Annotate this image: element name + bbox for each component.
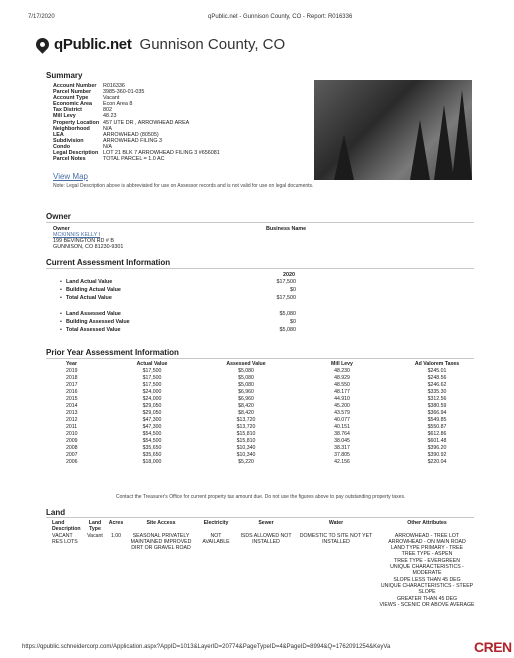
table-cell: $24,000	[142, 388, 162, 395]
assessed-values	[60, 311, 300, 335]
assessment-value: $5,080	[279, 311, 296, 317]
table-cell: $29,050	[142, 409, 162, 416]
summary-value: TOTAL PARCEL = 1.0 AC	[103, 156, 165, 163]
table-cell: $396.20	[427, 444, 447, 451]
owner-address-2: GUNNISON, CO 81230-9301	[53, 244, 124, 250]
summary-key: LEA	[53, 131, 64, 138]
legal-note: Note: Legal Description above is abbreviated for use on Assessor records and is not valid for use on legal documents.	[53, 183, 314, 189]
column-header: Site Access	[146, 520, 176, 526]
table-cell: 45.200	[334, 402, 350, 409]
table-cell: 38.045	[334, 437, 350, 444]
attribute-item: TREE TYPE - EVERGREEN	[394, 557, 460, 564]
summary-key: Subdivision	[53, 137, 84, 144]
assessment-label: Building Assessed Value	[66, 319, 130, 325]
table-row	[50, 533, 478, 609]
summary-value: Vacant	[103, 95, 120, 102]
table-cell: 38.764	[334, 430, 350, 437]
column-header: Assessed Value	[226, 360, 266, 367]
column-header: Acres	[108, 520, 124, 526]
table-cell: 42.156	[334, 458, 350, 465]
table-row	[66, 381, 484, 388]
assessment-row	[60, 319, 300, 327]
assessment-row	[60, 287, 300, 295]
table-cell: $17,500	[142, 367, 162, 374]
table-cell: $6,960	[238, 395, 254, 402]
summary-key: Account Type	[53, 95, 89, 102]
table-cell: 2014	[66, 402, 78, 409]
column-header: Land Type	[88, 520, 102, 533]
assessment-label: Land Actual Value	[66, 279, 113, 285]
assessment-label: Total Assessed Value	[66, 327, 121, 333]
attribute-item: UNIQUE CHARACTERISTICS - MODERATE	[390, 564, 464, 577]
current-year: 2020	[283, 272, 295, 278]
summary-value: 802	[103, 107, 112, 114]
table-row	[66, 409, 484, 416]
bullet-icon: •	[60, 319, 62, 325]
summary-value: 457 UTE DR , ARROWHEAD AREA	[103, 119, 190, 126]
table-cell: 2010	[66, 430, 78, 437]
attribute-item: UNIQUE CHARACTERISTICS - STEEP SLOPE	[380, 582, 474, 596]
divider	[46, 358, 474, 359]
table-cell: $29,050	[142, 402, 162, 409]
divider	[46, 517, 474, 518]
summary-value: N/A	[103, 143, 112, 150]
table-cell: $246.62	[427, 381, 447, 388]
column-header: Sewer	[258, 520, 274, 526]
summary-key: Tax District	[53, 107, 82, 114]
assessment-row	[60, 295, 300, 303]
table-cell: $5,080	[238, 381, 254, 388]
prior-assessment-title: Prior Year Assessment Information	[46, 348, 179, 357]
table-cell: 2019	[66, 367, 78, 374]
owner-title: Owner	[46, 212, 71, 221]
table-cell: 2018	[66, 374, 78, 381]
table-row	[66, 444, 484, 451]
table-row	[66, 416, 484, 423]
table-cell: $248.56	[427, 374, 447, 381]
table-cell: 48.230	[334, 367, 350, 374]
table-cell: $10,340	[236, 444, 256, 451]
table-cell: $47,300	[142, 423, 162, 430]
table-cell: 2009	[66, 437, 78, 444]
summary-value: 3985-360-01-035	[103, 89, 145, 96]
table-cell: 44.910	[334, 395, 350, 402]
summary-key: Neighborhood	[53, 125, 90, 132]
actual-values	[60, 279, 300, 303]
table-cell: 2007	[66, 451, 78, 458]
table-cell: $5,080	[238, 367, 254, 374]
table-cell: $8,420	[238, 409, 254, 416]
footer-url[interactable]: https://qpublic.schneidercorp.com/Application.aspx?AppID=1013&LayerID=20774&PageTypeID=4&PageID=8994&Q=1762091254&KeyVa	[22, 644, 391, 650]
assessment-value: $17,500	[276, 295, 296, 301]
column-header: Actual Value	[136, 360, 168, 367]
table-cell: $18,000	[142, 458, 162, 465]
table-cell: $5,080	[238, 374, 254, 381]
column-header: Land Description	[52, 520, 81, 533]
summary-key: Parcel Notes	[53, 156, 86, 163]
county-name: Gunnison County, CO	[139, 36, 286, 53]
summary-key: Property Location	[53, 119, 100, 126]
prior-assessment-table	[66, 360, 484, 465]
summary-key: Legal Description	[53, 150, 99, 157]
table-cell: 38.317	[334, 444, 350, 451]
table-row	[66, 395, 484, 402]
site-access: SEASONAL PRIVATELY MAINTAINED IMPROVED DIRT OR GRAVEL ROAD	[130, 532, 192, 552]
brand	[36, 36, 285, 53]
table-cell: $54,500	[142, 430, 162, 437]
bullet-icon: •	[60, 287, 62, 293]
view-map-link[interactable]: View Map	[53, 172, 88, 181]
summary-value: ARROWHEAD FILING 3	[103, 137, 163, 144]
column-header: Other Attributes	[407, 520, 447, 526]
table-cell: $601.48	[427, 437, 447, 444]
attribute-item: ARROWHEAD - ON MAIN ROAD	[388, 538, 466, 545]
table-cell: 48.177	[334, 388, 350, 395]
table-cell: $24,000	[142, 395, 162, 402]
table-cell: 2011	[66, 423, 78, 430]
attribute-item: VIEWS - SCENIC OR ABOVE AVERAGE	[379, 601, 475, 608]
table-cell: 48.929	[334, 374, 350, 381]
column-header: Electricity	[203, 520, 229, 526]
owner-address-1: 199 BEVINGTON RD # B	[53, 238, 115, 244]
table-cell: 2006	[66, 458, 78, 465]
table-cell: 40.151	[334, 423, 350, 430]
summary-key: Mill Levy	[53, 113, 76, 120]
other-attributes	[376, 533, 478, 609]
summary-value: 48.23	[103, 113, 117, 120]
table-cell: $35,650	[142, 451, 162, 458]
property-photo	[314, 80, 472, 180]
column-header: Water	[328, 520, 344, 526]
table-row	[66, 458, 484, 465]
bullet-icon: •	[60, 279, 62, 285]
summary-value: Econ Area 8	[103, 101, 133, 108]
table-cell: $549.85	[427, 416, 447, 423]
table-cell: 2017	[66, 381, 78, 388]
electricity: NOT AVAILABLE	[202, 532, 230, 545]
summary-row	[53, 156, 303, 162]
summary-key: Account Number	[53, 83, 97, 89]
summary-value: R016336	[103, 83, 125, 89]
table-row	[66, 451, 484, 458]
assessment-value: $5,080	[279, 327, 296, 333]
divider	[46, 222, 474, 223]
water: DOMESTIC TO SITE NOT YET INSTALLED	[299, 532, 373, 545]
owner-name-link[interactable]: MCKINNIS KELLY I	[53, 232, 101, 238]
table-cell: $17,500	[142, 381, 162, 388]
assessment-label: Land Assessed Value	[66, 311, 121, 317]
table-cell: $550.87	[427, 423, 447, 430]
assessment-value: $0	[290, 319, 296, 325]
table-cell: 2013	[66, 409, 78, 416]
table-row	[66, 430, 484, 437]
table-cell: 2015	[66, 395, 78, 402]
summary-title: Summary	[46, 71, 83, 80]
table-cell: $380.59	[427, 402, 447, 409]
table-cell: 40.077	[334, 416, 350, 423]
table-cell: $612.86	[427, 430, 447, 437]
sewer: ISDS ALLOWED NOT INSTALLED	[240, 532, 292, 545]
assessment-row	[60, 327, 300, 335]
column-header: Year	[66, 360, 77, 367]
bullet-icon: •	[60, 327, 62, 333]
cren-badge: CREN	[474, 639, 512, 655]
summary-key: Economic Area	[53, 101, 93, 108]
table-cell: $15,810	[236, 430, 256, 437]
table-cell: $13,720	[236, 416, 256, 423]
bullet-icon: •	[60, 295, 62, 301]
assessment-value: $17,500	[276, 279, 296, 285]
table-cell: $5,220	[238, 458, 254, 465]
current-assessment-title: Current Assessment Information	[46, 258, 171, 267]
table-cell: $47,300	[142, 416, 162, 423]
table-cell: $54,500	[142, 437, 162, 444]
table-row	[66, 367, 484, 374]
table-cell: $312.56	[427, 395, 447, 402]
summary-value: LOT 21 BLK 7 ARROWHEAD FILING 3 #656081	[103, 150, 220, 157]
land-table	[50, 520, 478, 608]
land-acres: 1.00	[110, 532, 122, 539]
owner-label: Owner	[53, 226, 70, 232]
assessment-row	[60, 279, 300, 287]
land-title: Land	[46, 508, 66, 517]
print-date: 7/17/2020	[28, 14, 55, 20]
treasurer-note: Contact the Treasurer's Office for current property tax amount due. Do not use the figures above to pay outstanding property taxes.	[116, 494, 406, 500]
table-cell: $35,650	[142, 444, 162, 451]
bullet-icon: •	[60, 311, 62, 317]
assessment-label: Building Actual Value	[66, 287, 121, 293]
table-row	[66, 374, 484, 381]
divider	[46, 268, 474, 269]
table-cell: 48.550	[334, 381, 350, 388]
table-cell: $366.94	[427, 409, 447, 416]
table-cell: 43.579	[334, 409, 350, 416]
attribute-item: LAND TYPE PRIMARY - TREE	[391, 545, 463, 552]
table-cell: $15,810	[236, 437, 256, 444]
table-cell: $13,720	[236, 423, 256, 430]
table-row	[66, 423, 484, 430]
table-cell: $335.30	[427, 388, 447, 395]
summary-value: N/A	[103, 125, 112, 132]
table-cell: $390.92	[427, 451, 447, 458]
attribute-item: TREE TYPE - ASPEN	[401, 551, 453, 558]
table-cell: $6,960	[238, 388, 254, 395]
table-cell: 2012	[66, 416, 78, 423]
report-title: qPublic.net - Gunnison County, CO - Report: R016336	[208, 14, 353, 20]
business-name-label: Business Name	[266, 226, 307, 232]
attribute-item: SLOPE LESS THAN 45 DEG	[393, 576, 461, 583]
summary-value: ARROWHEAD (80505)	[103, 131, 159, 138]
summary-key: Parcel Number	[53, 89, 92, 96]
summary-table	[53, 83, 303, 162]
map-pin-icon	[33, 35, 51, 53]
assessment-value: $0	[290, 287, 296, 293]
land-type: Vacant	[87, 532, 103, 539]
table-cell: $220.04	[427, 458, 447, 465]
attribute-item: GREATER THAN 45 DEG	[396, 595, 458, 602]
table-row	[66, 437, 484, 444]
table-cell: 2008	[66, 444, 78, 451]
column-header: Mill Levy	[331, 360, 353, 367]
summary-key: Condo	[53, 143, 71, 150]
attribute-item: ARROWHEAD - TREE LOT	[394, 532, 460, 539]
table-cell: 37.805	[334, 451, 350, 458]
column-header: Ad Valorem Taxes	[414, 360, 460, 367]
table-cell: $8,420	[238, 402, 254, 409]
land-description: VACANT RES LOTS	[52, 532, 78, 545]
table-cell: $245.01	[427, 367, 447, 374]
table-row	[66, 388, 484, 395]
assessment-label: Total Actual Value	[66, 295, 112, 301]
assessment-row	[60, 311, 300, 319]
table-row	[66, 402, 484, 409]
logo[interactable]: qPublic.net	[54, 36, 132, 53]
table-cell: $17,500	[142, 374, 162, 381]
table-cell: $10,340	[236, 451, 256, 458]
table-cell: 2016	[66, 388, 78, 395]
